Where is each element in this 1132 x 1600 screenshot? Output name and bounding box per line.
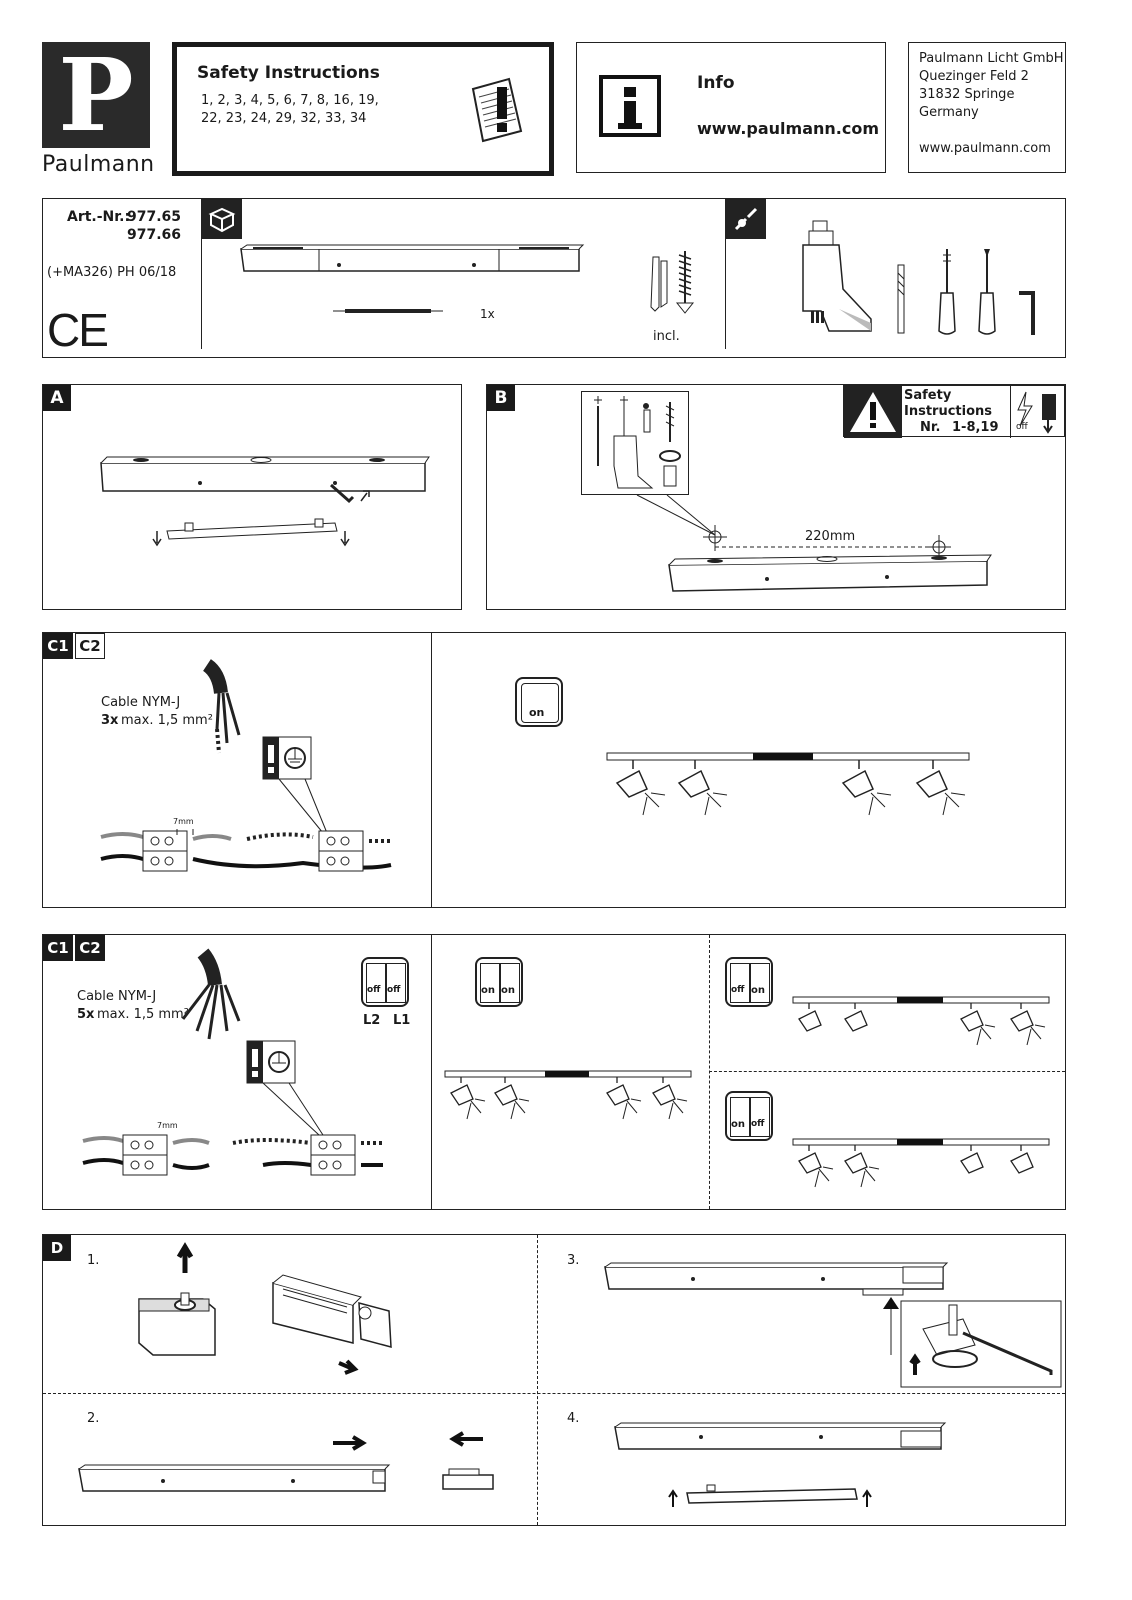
c1-label-2: C2 [75, 633, 105, 659]
c2-l2: L2 [363, 1013, 381, 1028]
distance-label: 220mm [805, 529, 856, 544]
c2-track-spots-right-on [791, 995, 1061, 1065]
warn-line2: Instructions [904, 404, 993, 419]
screwdriver-flat-icon [975, 247, 999, 337]
article-label: Art.-Nr.: [67, 209, 131, 225]
on-off-left: on [731, 1119, 745, 1130]
c2-spec: max. 1,5 mm² [97, 1007, 189, 1022]
info-box [576, 42, 886, 173]
address-url[interactable]: www.paulmann.com [919, 141, 1051, 156]
c1-switch-on[interactable] [515, 677, 563, 727]
connector-pin [333, 307, 443, 315]
on-on-right: on [501, 985, 515, 996]
brand-logo [42, 36, 150, 154]
drill-icon [799, 219, 879, 339]
section-d-label: D [43, 1235, 71, 1261]
warning-triangle-icon [848, 390, 898, 434]
section-d [42, 1234, 1066, 1526]
c2-track-spots-all [443, 1069, 703, 1139]
article-num2: 977.66 [127, 227, 182, 243]
c1-spec: max. 1,5 mm² [121, 713, 213, 728]
article-num1: 977.65 [127, 209, 182, 225]
section-c2 [42, 934, 1066, 1210]
c1-strip: 7mm [173, 817, 194, 826]
c1-label-1: C1 [43, 633, 73, 659]
c2-strip: 7mm [157, 1121, 178, 1130]
safety-line1: 1, 2, 3, 4, 5, 6, 7, 8, 16, 19, [201, 93, 379, 108]
address-line3: 31832 Springe [919, 87, 1015, 102]
c1-count: 3x [101, 713, 119, 728]
section-a-drawing [95, 455, 435, 555]
off-on-right: on [751, 985, 765, 996]
section-a-label: A [43, 385, 71, 411]
tools-icon-bg [726, 199, 766, 239]
step3-label: 3. [567, 1253, 580, 1268]
step4-label: 4. [567, 1411, 580, 1426]
c1-wiring-drawing [43, 633, 431, 909]
section-a [42, 384, 462, 610]
c2-wiring-drawing [43, 935, 431, 1211]
c2-switch-left: off [367, 985, 381, 995]
screwdriver-icon [732, 205, 760, 233]
warn-nr: Nr. [920, 420, 941, 435]
contents-incl: incl. [653, 329, 680, 344]
address-line2: Quezinger Feld 2 [919, 69, 1029, 84]
contents-qty: 1x [480, 307, 495, 321]
document-warning-icon [469, 77, 525, 143]
c1-track-spots [603, 749, 1023, 839]
safety-warning-badge [843, 385, 1065, 437]
screwdriver-phillips-icon [935, 247, 959, 337]
c2-count: 5x [77, 1007, 95, 1022]
c1-cable: Cable NYM-J [101, 695, 181, 710]
switch-off-on[interactable] [725, 957, 773, 1007]
warn-nums: 1-8,19 [952, 420, 999, 435]
section-c1 [42, 632, 1066, 908]
drill-bit-icon [895, 263, 907, 335]
switch-on-off[interactable] [725, 1091, 773, 1141]
c2-label-2: C2 [75, 935, 105, 961]
section-b-label: B [487, 385, 515, 411]
address-box [908, 42, 1066, 173]
safety-title: Safety Instructions [197, 63, 380, 83]
logo-letter: P [58, 36, 134, 154]
package-icon [208, 205, 236, 233]
c2-switch-right: off [387, 985, 401, 995]
parts-row [42, 198, 1066, 358]
c2-l1: L1 [393, 1013, 411, 1028]
warn-off: off [1016, 422, 1028, 432]
c2-label-1: C1 [43, 935, 73, 961]
address-line4: Germany [919, 105, 979, 120]
safety-line2: 22, 23, 24, 29, 32, 33, 34 [201, 111, 367, 126]
switch-on-on[interactable] [475, 957, 523, 1007]
on-on-left: on [481, 985, 495, 996]
package-icon-bg [202, 199, 242, 239]
address-line1: Paulmann Licht GmbH [919, 51, 1064, 66]
step4-drawing [611, 1421, 971, 1521]
info-title: Info [697, 73, 735, 93]
dowel-screw-icon [645, 247, 701, 317]
step2-drawing [73, 1425, 533, 1515]
step2-label: 2. [87, 1411, 100, 1426]
off-on-left: off [731, 985, 745, 995]
warn-line1: Safety [904, 388, 952, 403]
info-url[interactable]: www.paulmann.com [697, 119, 879, 138]
info-icon [599, 75, 661, 137]
step3-drawing [603, 1259, 1063, 1399]
step1-label: 1. [87, 1253, 100, 1268]
article-code: (+MA326) PH 06/18 [47, 265, 177, 280]
c2-cable: Cable NYM-J [77, 989, 157, 1004]
step1-drawing [133, 1243, 413, 1383]
allen-key-icon [1015, 289, 1039, 339]
safety-box [172, 42, 554, 176]
ce-mark: CE [47, 304, 107, 356]
track-rail-drawing [239, 241, 584, 281]
on-off-right: off [751, 1119, 765, 1129]
c2-track-spots-left-on [791, 1137, 1061, 1207]
c1-switch-label: on [529, 706, 545, 719]
section-b [486, 384, 1066, 610]
brand-name: Paulmann [42, 152, 155, 177]
